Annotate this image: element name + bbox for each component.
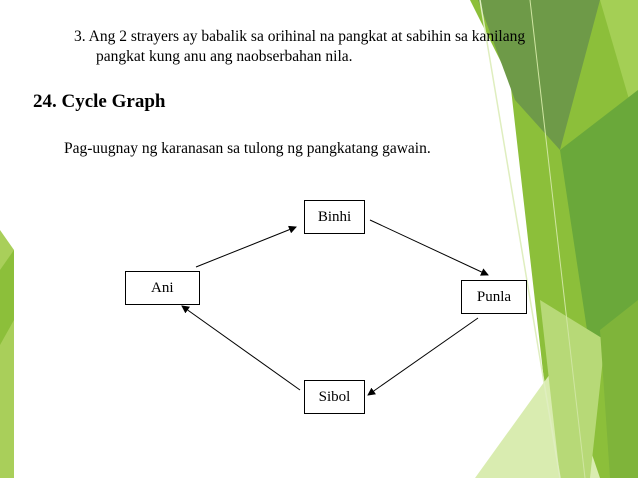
step-line-2: pangkat kung anu ang naobserbahan nila. [96, 48, 353, 65]
step-instruction [74, 27, 614, 67]
cycle-node-punla-label: Punla [476, 288, 512, 305]
step-line-1: 3. Ang 2 strayers ay babalik sa orihinal na pangkat at sabihin sa kanilang [74, 28, 526, 45]
cycle-node-binhi [304, 200, 365, 234]
section-subtitle: Pag-uugnay ng karanasan sa tulong ng pangkatang gawain. [64, 140, 431, 157]
cycle-node-ani [125, 271, 200, 305]
section-heading: 24. Cycle Graph [33, 91, 166, 112]
cycle-node-punla [461, 280, 527, 314]
cycle-node-sibol [304, 380, 365, 414]
cycle-node-sibol-label: Sibol [318, 388, 351, 405]
cycle-node-ani-label: Ani [151, 279, 174, 296]
cycle-node-binhi-label: Binhi [317, 208, 352, 225]
